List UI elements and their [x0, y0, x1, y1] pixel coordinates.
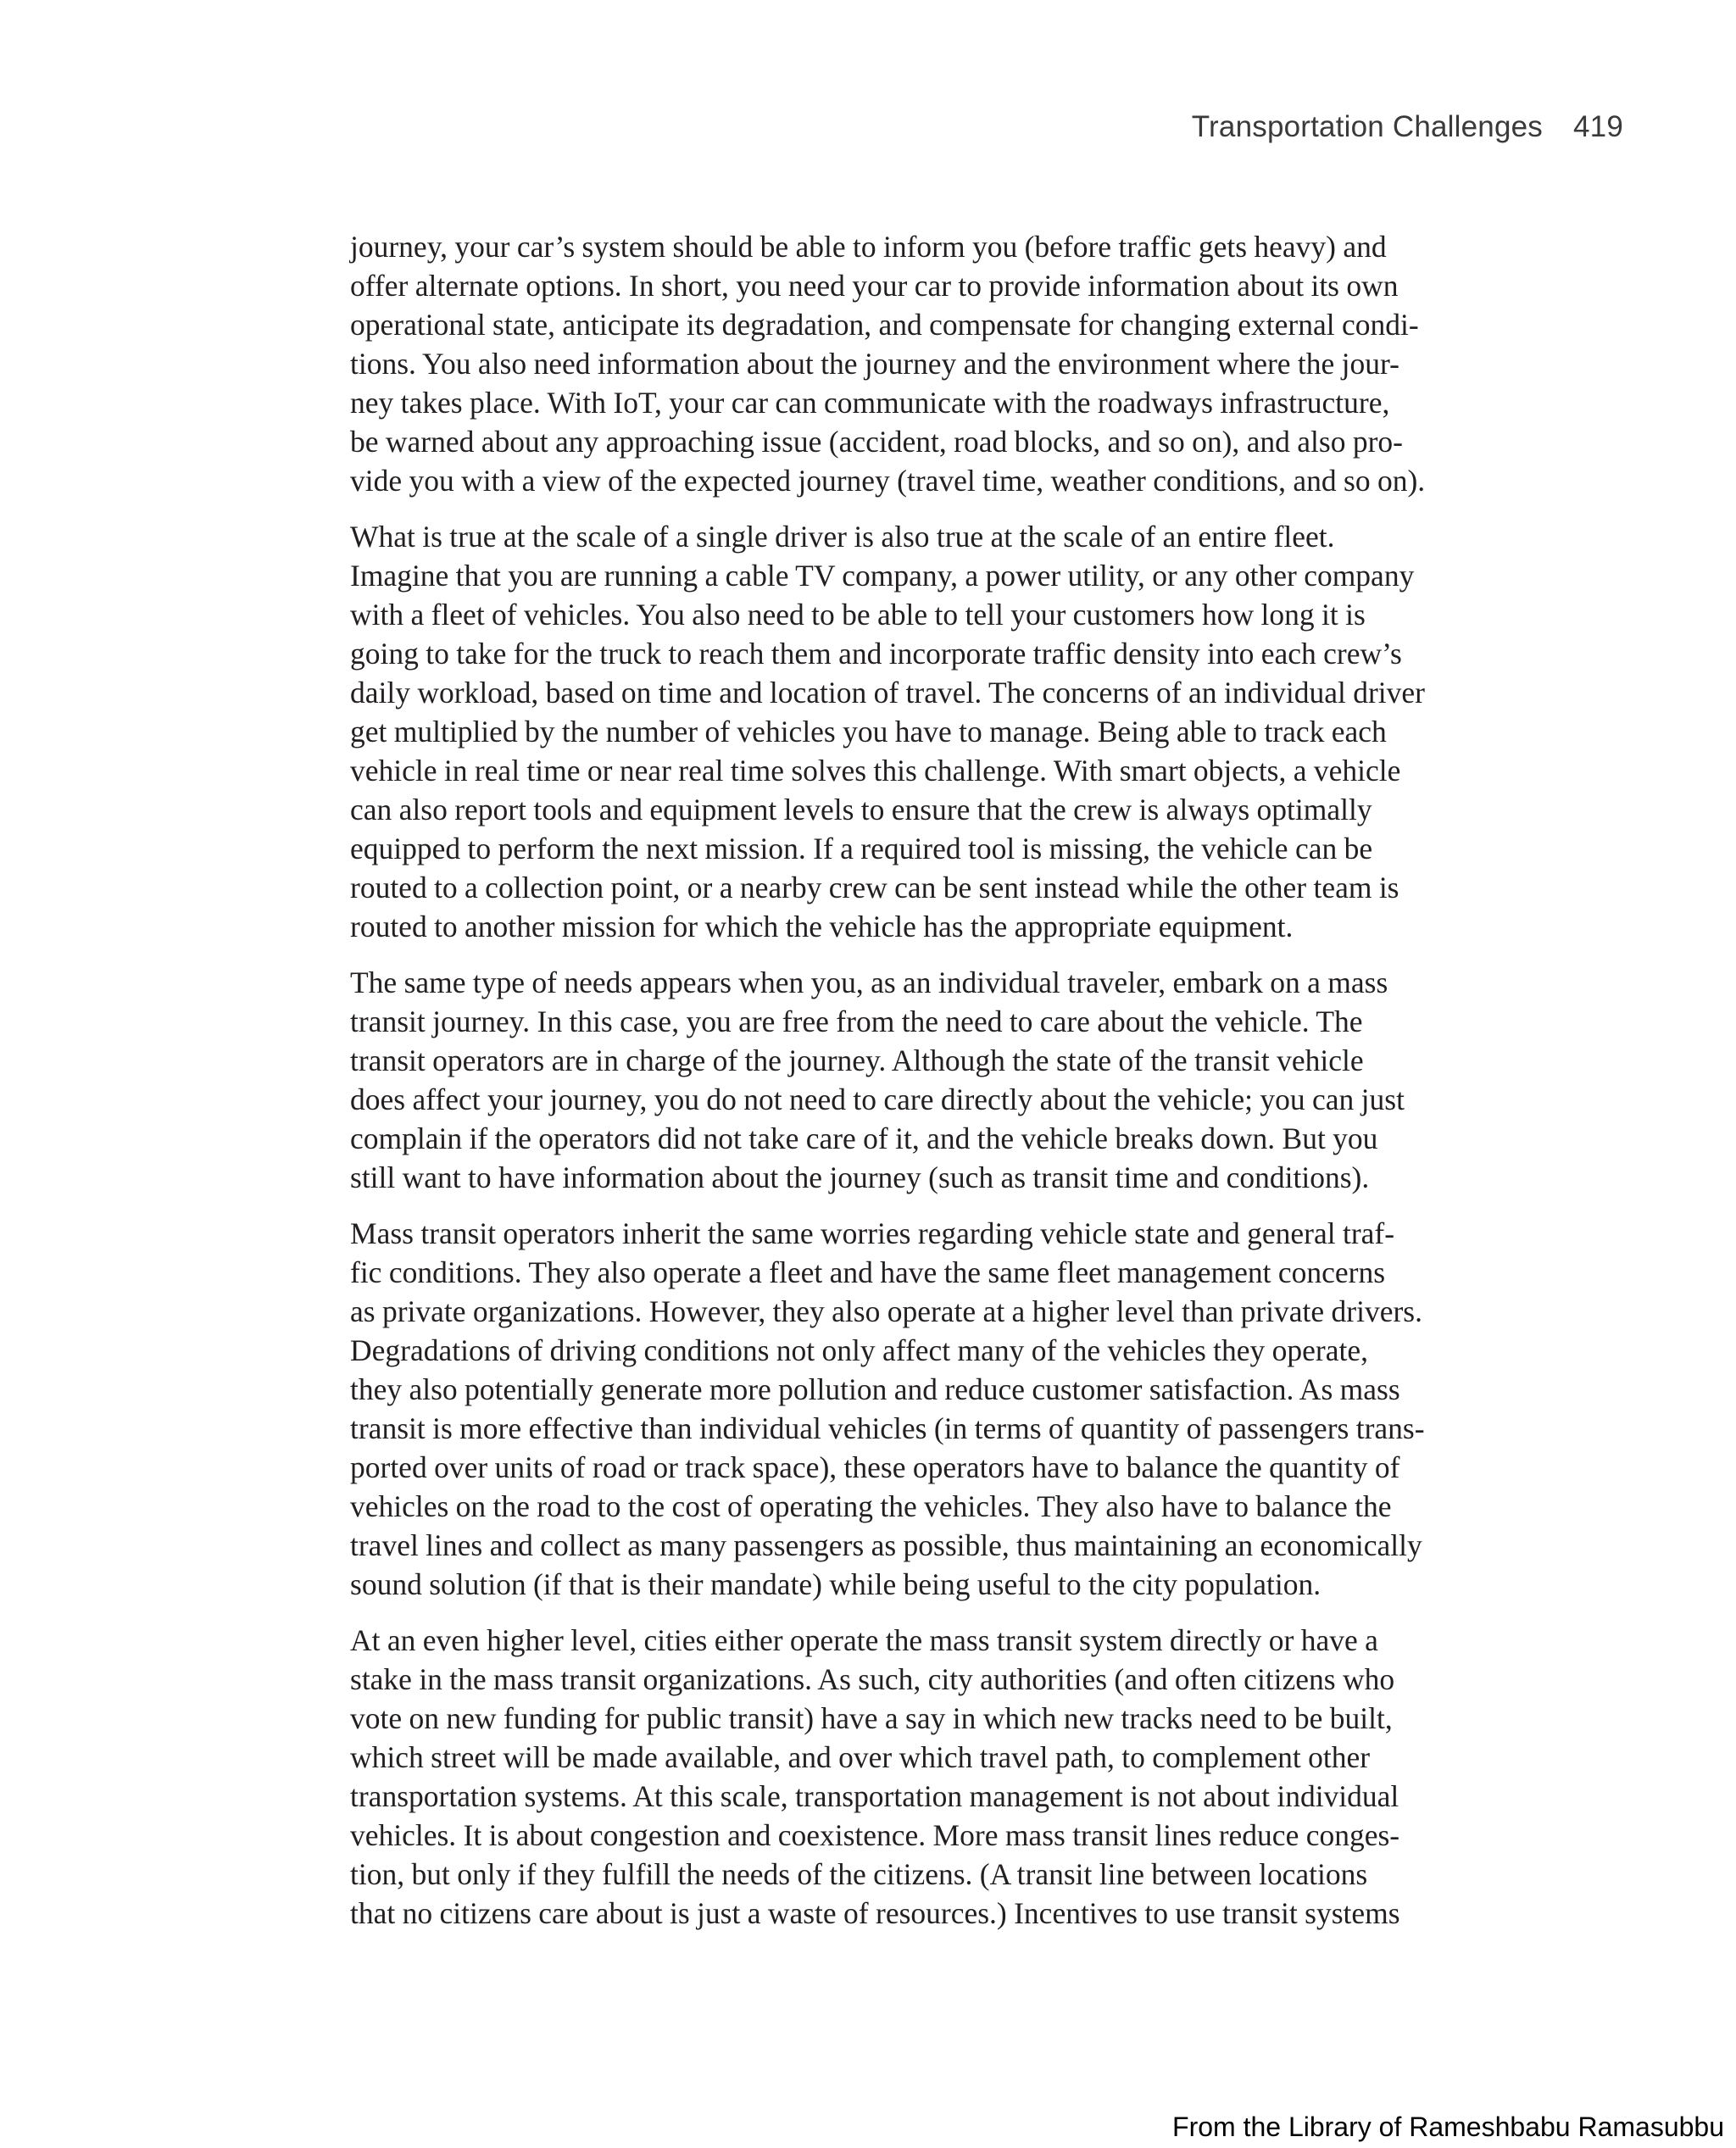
running-head [1192, 110, 1623, 144]
body-text [350, 227, 1503, 1950]
paragraph: journey, your car’s system should be able to inform you (before traffic gets heavy) and offer alternate options. In short, you need your car to provide information about its own operational state, anticipate its degradation, and compensate for changing external condi- tions. You also need information about the journey and the environment where the jour- ney takes place. With IoT, your car can communicate with the roadways infrastructure, be warned about any approaching issue (accident, road blocks, and so on), and also pro- vide you with a view of the expected journey (travel time, weather conditions, and so on). [350, 230, 1426, 498]
page-number: 419 [1573, 110, 1623, 143]
paragraph: Mass transit operators inherit the same worries regarding vehicle state and general traf- fic conditions. They also operate a fleet and have the same fleet management concerns as private organizations. However, they also operate at a higher level than private drivers. Degradations of driving conditions not only affect many of the vehicles they operate, they also potentially generate more pollution and reduce customer satisfaction. As mass transit is more effective than individual vehicles (in terms of quantity of passengers trans- ported over units of road or track space), these operators have to balance the quantity of vehicles on the road to the cost of operating the vehicles. They also have to balance the travel lines and collect as many passengers as possible, thus maintaining an economically sound solution (if that is their mandate) while being useful to the city population. [350, 1216, 1425, 1601]
section-title: Transportation Challenges [1191, 110, 1543, 143]
paragraph: What is true at the scale of a single driver is also true at the scale of an entire fleet. Imagine that you are running a cable TV company, a power utility, or any other company with a fleet of vehicles. You also need to be able to tell your customers how long it is going to take for the truck to reach them and incorporate traffic density into each crew’s daily workload, based on time and location of travel. The concerns of an individual driver get multiplied by the number of vehicles you have to manage. Being able to track each vehicle in real time or near real time solves this challenge. With smart objects, a vehicle can also report tools and equipment levels to ensure that the crew is always optimally equipped to perform the next mission. If a required tool is missing, the vehicle can be routed to a collection point, or a nearby crew can be sent instead while the other team is routed to another mission for which the vehicle has the appropriate equipment. [350, 520, 1425, 943]
paragraph: The same type of needs appears when you, as an individual traveler, embark on a mass transit journey. In this case, you are free from the need to care about the vehicle. The transit operators are in charge of the journey. Although the state of the transit vehicle does affect your journey, you do not need to care directly about the vehicle; you can just complain if the operators did not take care of it, and the vehicle breaks down. But you still want to have information about the journey (such as transit time and conditions). [350, 965, 1405, 1194]
library-credit: From the Library of Rameshbabu Ramasubbu [1172, 2112, 1724, 2142]
paragraph: At an even higher level, cities either operate the mass transit system directly or have a stake in the mass transit organizations. As such, city authorities (and often citizens who vote on new funding for public transit) have a say in which new tracks need to be built, which street will be made available, and over which travel path, to complement other transportation systems. At this scale, transportation management is not about individual vehicles. It is about congestion and coexistence. More mass transit lines reduce conges- tion, but only if they fulfill the needs of the citizens. (A transit line between locations that no citizens care about is just a waste of resources.) Incentives to use transit systems [350, 1623, 1400, 1930]
